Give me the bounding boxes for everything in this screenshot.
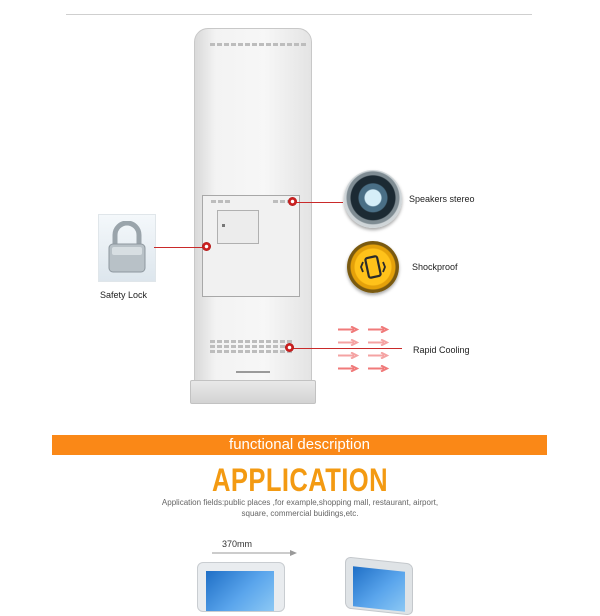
speaker-grille-left	[211, 200, 230, 203]
padlock-icon	[98, 214, 156, 282]
kiosk-base	[190, 380, 316, 404]
airflow-arrows-icon	[338, 326, 390, 372]
monitor-front-view	[197, 562, 285, 612]
speakers-leader-line	[293, 202, 343, 203]
lock-marker	[202, 242, 211, 251]
speaker-icon	[344, 170, 402, 228]
shockproof-label: Shockproof	[412, 262, 458, 272]
bottom-slot	[236, 371, 270, 373]
vibrating-phone-icon	[347, 241, 399, 293]
top-divider	[66, 14, 532, 15]
cooling-label: Rapid Cooling	[413, 345, 470, 355]
speakers-marker	[288, 197, 297, 206]
lock-leader-line	[154, 247, 206, 248]
cooling-marker	[285, 343, 294, 352]
bottom-vents	[210, 340, 292, 353]
width-dimension-label: 370mm	[222, 539, 253, 549]
top-vents	[210, 43, 306, 46]
door-keyhole	[222, 224, 225, 227]
dimension-arrow-icon	[212, 550, 298, 556]
section-banner: functional description	[52, 435, 547, 455]
application-description: Application fields:public places ,for example,shopping mall, restaurant, airport, square, commercial buidings,etc.	[161, 498, 439, 518]
inner-door	[217, 210, 259, 244]
application-title: APPLICATION	[211, 462, 388, 498]
monitor-angled-view	[345, 556, 413, 615]
safety-lock-label: Safety Lock	[100, 290, 148, 300]
speakers-label: Speakers stereo	[409, 194, 475, 204]
